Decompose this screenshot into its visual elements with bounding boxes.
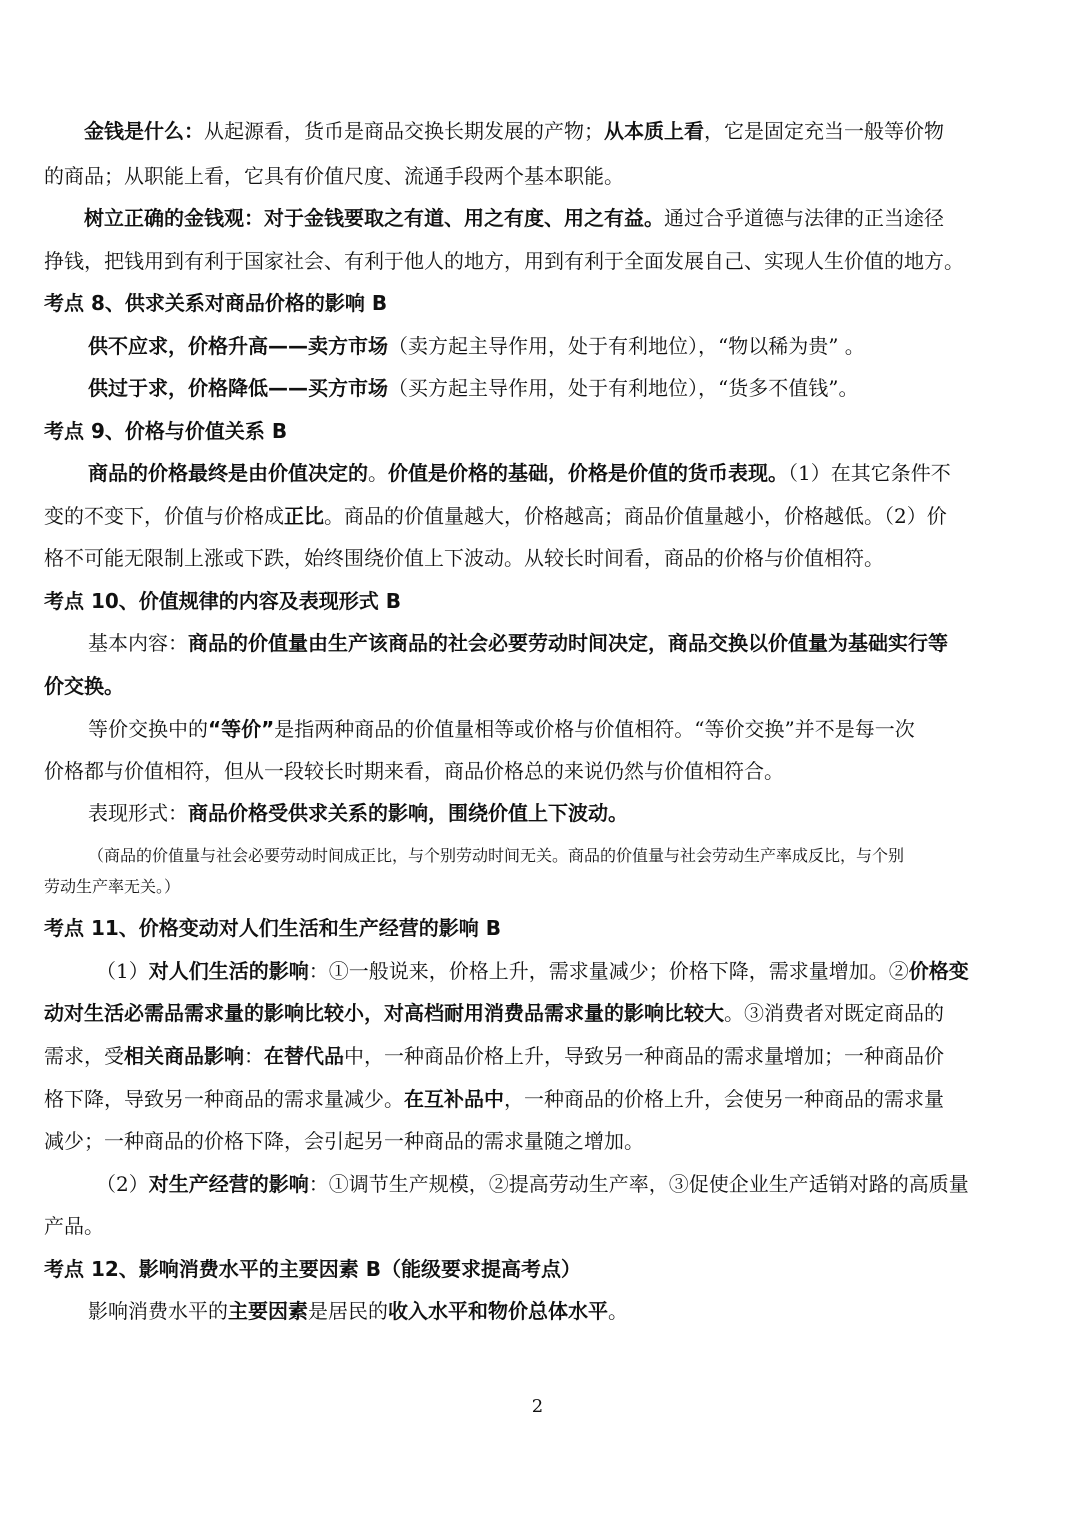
bold-fragment: 对生产经营的影响 (148, 1172, 309, 1196)
bold-fragment: 从本质上看 (604, 119, 704, 143)
section-heading-10: 考点 10、价值规律的内容及表现形式 B (44, 589, 402, 613)
paragraph-price-change-line-5 (44, 1128, 1034, 1154)
text-fragment: 产品。 (44, 1214, 104, 1238)
text-fragment: （1）在其它条件不 (788, 461, 951, 485)
text-fragment: ，一种商品的价格上升，会使另一种商品的需求量 (504, 1087, 944, 1111)
bold-fragment: 相关商品影响 (124, 1044, 244, 1068)
paragraph-price-change-line-1 (96, 958, 1034, 984)
paragraph-money-view-line-1 (84, 205, 1034, 231)
bold-fragment: 对人们生活的影响 (148, 959, 309, 983)
page-number: 2 (531, 1396, 544, 1417)
section-heading-12: 考点 12、影响消费水平的主要因素 B（能级要求提高考点） (44, 1257, 582, 1281)
text-fragment: ： (244, 1044, 264, 1068)
text-fragment: 。③消费者对既定商品的 (724, 1001, 944, 1025)
paragraph-equal-value-line-1 (88, 716, 1034, 742)
paragraph-price-change-line-3 (44, 1043, 1034, 1069)
label-money-view: 树立正确的金钱观：对于金钱要取之有道、用之有度、用之有益。 (84, 206, 664, 230)
bold-fragment: 在替代品 (264, 1044, 344, 1068)
text-fragment: ，它是固定充当一般等价物 (704, 119, 944, 143)
text-fragment: 是指两种商品的价值量相等或价格与价值相符。“等价交换”并不是每一次 (274, 717, 915, 741)
bold-fragment: “等价” (208, 717, 275, 741)
text-fragment: 变的不变下，价值与价格成 (44, 504, 284, 528)
paragraph-price-value-line-3 (44, 545, 1034, 571)
bold-fragment: 主要因素 (228, 1299, 308, 1323)
paragraph-price-value-line-1 (88, 460, 1034, 486)
bold-fragment: 在互补品中 (404, 1087, 504, 1111)
label-money-what: 金钱是什么： (84, 119, 204, 143)
bold-fragment: 供不应求，价格升高——卖方市场 (88, 334, 388, 358)
bold-fragment: 价交换。 (44, 674, 124, 698)
note-value-line-2: 劳动生产率无关。） (44, 877, 181, 896)
text-fragment: 。 (608, 1299, 628, 1323)
text-fragment: 表现形式： (88, 801, 188, 825)
section-heading-11: 考点 11、价格变动对人们生活和生产经营的影响 B (44, 916, 502, 940)
text-fragment: 。 (368, 461, 388, 485)
paragraph-money-line-1 (84, 118, 1034, 144)
paragraph-consumption-level (88, 1298, 1034, 1324)
paragraph-price-change-line-2 (44, 1000, 1034, 1026)
paragraph-supply-shortage (88, 333, 1034, 359)
text-fragment: 基本内容： (88, 631, 188, 655)
text-fragment: （买方起主导作用，处于有利地位），“货多不值钱”。 (388, 376, 859, 400)
section-heading-9: 考点 9、价格与价值关系 B (44, 419, 288, 443)
paragraph-value-law-line-2 (44, 673, 1034, 699)
bold-fragment: 商品的价值量由生产该商品的社会必要劳动时间决定，商品交换以价值量为基础实行等 (188, 631, 948, 655)
text-fragment: 影响消费水平的 (88, 1299, 228, 1323)
text-fragment: 挣钱，把钱用到有利于国家社会、有利于他人的地方，用到有利于全面发展自己、实现人生价值的地方。 (44, 249, 964, 273)
bold-fragment: 商品价格受供求关系的影响，围绕价值上下波动。 (188, 801, 628, 825)
text-fragment: 需求，受 (44, 1044, 124, 1068)
text-fragment: 是居民的 (308, 1299, 388, 1323)
paragraph-value-law-line-1 (88, 630, 1034, 656)
paragraph-equal-value-line-2 (44, 758, 1034, 784)
section-heading-8: 考点 8、供求关系对商品价格的影响 B (44, 291, 388, 315)
paragraph-supply-surplus (88, 375, 1034, 401)
text-fragment: 通过合乎道德与法律的正当途径 (664, 206, 944, 230)
text-fragment: 等价交换中的 (88, 717, 208, 741)
paragraph-money-line-2 (44, 163, 1034, 189)
bold-fragment: 供过于求，价格降低——买方市场 (88, 376, 388, 400)
text-fragment: 从起源看，货币是商品交换长期发展的产物； (204, 119, 604, 143)
bold-fragment: 动对生活必需品需求量的影响比较小，对高档耐用消费品需求量的影响比较大 (44, 1001, 724, 1025)
bold-fragment: 商品的价格最终是由价值决定的 (88, 461, 368, 485)
text-fragment: ：①一般说来，价格上升，需求量减少；价格下降，需求量增加。② (308, 959, 909, 983)
bold-fragment: 价格变 (908, 959, 969, 983)
text-fragment: 的商品；从职能上看，它具有价值尺度、流通手段两个基本职能。 (44, 164, 624, 188)
text-fragment: （卖方起主导作用，处于有利地位），“物以稀为贵” 。 (388, 334, 865, 358)
paragraph-expression-form (88, 800, 1034, 826)
paragraph-money-view-line-2 (44, 248, 1034, 274)
text-fragment: 价格都与价值相符，但从一段较长时期来看，商品价格总的来说仍然与价值相符合。 (44, 759, 784, 783)
bold-fragment: 价值是价格的基础，价格是价值的货币表现。 (388, 461, 788, 485)
note-value-line-1: （商品的价值量与社会必要劳动时间成正比，与个别劳动时间无关。商品的价值量与社会劳动生产率成反比，与个别 (88, 846, 905, 865)
text-fragment: 格不可能无限制上涨或下跌，始终围绕价值上下波动。从较长时间看，商品的价格与价值相符。 (44, 546, 884, 570)
text-fragment: 。商品的价值量越大，价格越高；商品价值量越小，价格越低。（2）价 (324, 504, 947, 528)
paragraph-price-change-line-4 (44, 1086, 1034, 1112)
paragraph-price-value-line-2 (44, 503, 1034, 529)
bold-fragment: 收入水平和物价总体水平 (388, 1299, 608, 1323)
text-fragment: 中，一种商品价格上升，导致另一种商品的需求量增加；一种商品价 (344, 1044, 944, 1068)
text-fragment: ：①调节生产规模，②提高劳动生产率，③促使企业生产适销对路的高质量 (308, 1172, 969, 1196)
bold-fragment: 正比 (284, 504, 324, 528)
text-fragment: 格下降，导致另一种商品的需求量减少。 (44, 1087, 404, 1111)
text-fragment: 减少；一种商品的价格下降，会引起另一种商品的需求量随之增加。 (44, 1129, 644, 1153)
paragraph-production-line-1 (96, 1171, 1034, 1197)
paragraph-production-line-2 (44, 1213, 1034, 1239)
text-fragment: （1） (96, 959, 149, 983)
text-fragment: （2） (96, 1172, 149, 1196)
